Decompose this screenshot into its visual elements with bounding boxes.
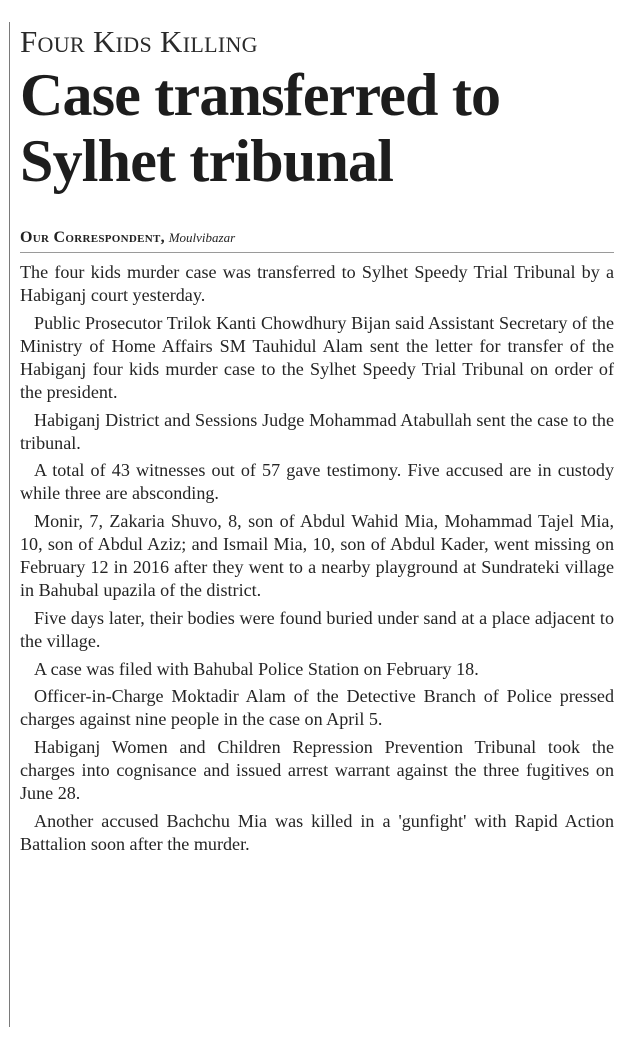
paragraph-2: Public Prosecutor Trilok Kanti Chowdhury Bijan said Assistant Secretary of the Ministry of Home Affairs SM Tauhidul Alam sent the letter for transfer of the Habiganj four kids murder case to the Sylhet Speedy Trial Tribunal on order of the president. — [20, 312, 614, 402]
byline-location: Moulvibazar — [168, 230, 236, 245]
news-article — [20, 24, 614, 860]
byline-author: Our Correspondent, — [20, 229, 165, 246]
paragraph-6: Five days later, their bodies were found buried under sand at a place adjacent to the village. — [20, 607, 614, 651]
paragraph-1: The four kids murder case was transferred to Sylhet Speedy Trial Tribunal by a Habiganj court yesterday. — [20, 262, 614, 306]
article-headline: Case transferred to Sylhet tribunal — [20, 62, 501, 194]
paragraph-7: A case was filed with Bahubal Police Station on February 18. — [34, 658, 479, 679]
article-kicker: Four Kids Killing — [20, 24, 258, 59]
paragraph-5: Monir, 7, Zakaria Shuvo, 8, son of Abdul Wahid Mia, Mohammad Tajel Mia, 10, son of Abdul Aziz; and Ismail Mia, 10, son of Abdul Kader, went missing on February 12 in 2016 after they went to a nearby playground at Sundrateki village in Bahubal upazila of the district. — [20, 510, 614, 601]
byline — [20, 228, 614, 253]
paragraph-9: Habiganj Women and Children Repression Prevention Tribunal took the charges into cognisance and issued arrest warrant against the three fugitives on June 28. — [20, 736, 614, 803]
article-body — [20, 261, 614, 856]
paragraph-8: Officer-in-Charge Moktadir Alam of the Detective Branch of Police pressed charges against nine people in the case on April 5. — [20, 686, 614, 730]
paragraph-3: Habiganj District and Sessions Judge Mohammad Atabullah sent the case to the tribunal. — [20, 409, 614, 453]
paragraph-4: A total of 43 witnesses out of 57 gave testimony. Five accused are in custody while three are absconding. — [20, 460, 614, 504]
column-rule — [9, 22, 10, 1027]
paragraph-10: Another accused Bachchu Mia was killed in a 'gunfight' with Rapid Action Battalion soon after the murder. — [20, 810, 614, 854]
